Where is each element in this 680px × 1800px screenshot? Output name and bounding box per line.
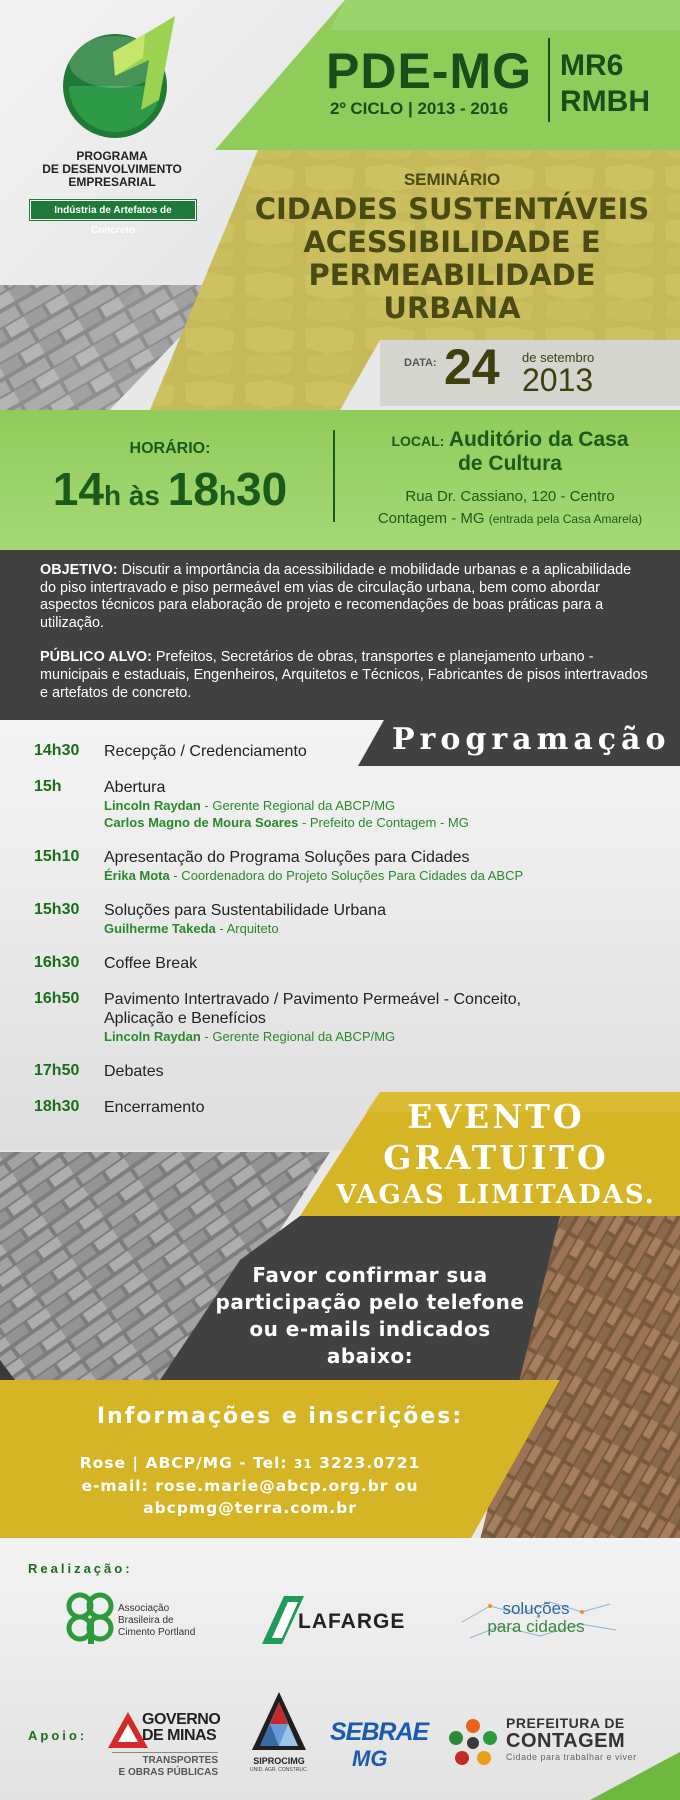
seminar-title-line3: PERMEABILIDADE	[308, 258, 596, 292]
schedule-time: 18h30	[34, 1098, 80, 1115]
email-line[interactable]: e-mail: rose.marie@abcp.org.br ou	[81, 1477, 419, 1495]
publico-label: PÚBLICO ALVO:	[40, 649, 152, 666]
evento-gratuito	[320, 1096, 672, 1178]
speaker-role: - Coordenadora do Projeto Soluções Para Cidades da ABCP	[169, 868, 524, 883]
contact-info	[60, 1452, 440, 1497]
inscricoes-title: Informações e inscrições:	[96, 1404, 464, 1429]
horario-time	[30, 462, 310, 516]
schedule-row	[34, 778, 594, 831]
local-name-line1: Auditório da Casa	[448, 428, 629, 451]
pde-divider	[548, 38, 550, 122]
publico-paragraph	[40, 649, 650, 702]
seminar-label: SEMINÁRIO	[403, 170, 501, 189]
schedule-title: Abertura	[104, 779, 166, 796]
solucoes-line2: para cidades	[487, 1617, 585, 1636]
schedule-time: 15h10	[34, 848, 80, 865]
ciclo-label: 2º CICLO | 2013 - 2016	[330, 99, 509, 118]
time-start: 14	[52, 463, 104, 515]
pde-title: PDE-MG	[326, 43, 532, 99]
abcp-line3: Cimento Portland	[118, 1627, 196, 1638]
schedule-title: Encerramento	[104, 1099, 205, 1116]
publico-text: Prefeitos, Secretários de obras, transportes e planejamento urbano - municipais e estaduais, Engenheiros, Arquitetos e Técnicos, Fabricantes de pisos intertravados e artefatos de concreto.	[40, 649, 648, 701]
schedule-body	[104, 954, 594, 973]
speaker-role: - Gerente Regional da ABCP/MG	[200, 1029, 396, 1044]
confirm-line4: abaixo:	[326, 1344, 414, 1368]
date-month: de setembro	[522, 350, 595, 365]
gov-line4: E OBRAS PÚBLICAS	[118, 1767, 218, 1778]
horario-label: HORÁRIO:	[129, 440, 211, 457]
solucoes-name	[476, 1600, 596, 1636]
schedule-speaker	[104, 797, 594, 814]
footer-corner-accent	[570, 1752, 680, 1800]
region-label	[560, 48, 650, 120]
abcp-name	[118, 1603, 195, 1639]
seminar-title-line2: ACESSIBILIDADE E	[303, 225, 601, 259]
objetivo-section	[0, 550, 680, 720]
speaker-name: Érika Mota	[104, 868, 170, 883]
rmbh-label: RMBH	[560, 85, 650, 118]
schedule-time: 15h	[34, 778, 62, 795]
schedule-speaker	[104, 867, 594, 884]
address-note: (entrada pela Casa Amarela)	[488, 512, 643, 526]
schedule-body	[104, 901, 594, 937]
siprocimg-logo-icon	[248, 1690, 310, 1762]
abcp-line1: Associação	[118, 1603, 170, 1614]
schedule-row	[34, 990, 594, 1045]
gov-line3: TRANSPORTES	[142, 1755, 218, 1766]
confirm-text	[200, 1262, 540, 1370]
confirm-line2: participação pelo telefone	[215, 1290, 525, 1314]
seminar-title-line4: URBANA	[383, 291, 521, 325]
schedule-speaker	[104, 814, 594, 831]
evento-line2: GRATUITO	[383, 1138, 609, 1177]
realizacao-label: Realização:	[28, 1561, 133, 1576]
programacao-title: Programação	[392, 722, 671, 757]
date-year: 2013	[522, 362, 594, 398]
prefeitura-line3: Cidade para trabalhar e viver	[506, 1752, 637, 1762]
schedule-title: Coffee Break	[104, 955, 198, 972]
time-end-min: 30	[236, 463, 288, 515]
sebrae-name: SEBRAE	[330, 1718, 429, 1746]
gov-line1: GOVERNO	[142, 1711, 221, 1728]
speaker-name: Guilherme Takeda	[104, 921, 216, 936]
speaker-name: Lincoln Raydan	[104, 1029, 201, 1044]
speaker-role: - Gerente Regional da ABCP/MG	[200, 798, 396, 813]
evento-line1: EVENTO	[407, 1097, 585, 1136]
schedule-time: 17h50	[34, 1062, 80, 1079]
speaker-name: Carlos Magno de Moura Soares	[104, 815, 299, 830]
schedule-time: 16h30	[34, 954, 80, 971]
prefeitura-line1: PREFEITURA DE	[506, 1715, 625, 1731]
schedule-title: Apresentação do Programa Soluções para Cidades	[104, 849, 470, 866]
objetivo-paragraph	[40, 562, 650, 632]
schedule-speaker	[104, 1028, 594, 1045]
schedule-body	[104, 848, 594, 884]
schedule-title: Recepção / Credenciamento	[104, 743, 307, 760]
schedule-speaker	[104, 920, 594, 937]
local-label: LOCAL:	[391, 433, 445, 449]
objetivo-label: OBJETIVO:	[40, 562, 118, 578]
prefeitura-line2: CONTAGEM	[506, 1730, 626, 1752]
program-name-line1: PROGRAMA	[76, 149, 148, 163]
local-block	[350, 428, 670, 476]
speaker-role: - Prefeito de Contagem - MG	[298, 815, 469, 830]
program-name-line3: EMPRESARIAL	[68, 175, 156, 189]
apoio-label: Apoio:	[28, 1728, 88, 1743]
pde-logo-icon	[55, 14, 185, 144]
sebrae-mg: MG	[352, 1746, 388, 1771]
prefeitura-logo-icon	[446, 1716, 500, 1770]
schedule-row	[34, 1062, 594, 1081]
schedule-body	[104, 1062, 594, 1081]
lafarge-name: LAFARGE	[298, 1610, 406, 1633]
confirm-line1: Favor confirmar sua	[252, 1263, 488, 1287]
schedule-title: Debates	[104, 1063, 164, 1080]
schedule-body	[104, 778, 594, 831]
schedule-time: 14h30	[34, 742, 80, 759]
schedule-row	[34, 848, 594, 884]
abcp-logo-icon	[62, 1590, 118, 1646]
gov-line2: DE MINAS	[142, 1727, 217, 1744]
speaker-role: - Arquiteto	[215, 921, 279, 936]
date-label: DATA:	[404, 357, 437, 369]
mr6-label: MR6	[560, 49, 624, 82]
solucoes-line1: soluções	[502, 1599, 570, 1618]
seminar-title	[232, 193, 672, 325]
contact-name: Rose | ABCP/MG - Tel:	[79, 1454, 294, 1472]
schedule-time: 16h50	[34, 990, 80, 1007]
time-h1: h	[103, 480, 122, 511]
info-divider	[333, 430, 335, 522]
time-sep: às	[121, 480, 168, 511]
abcp-line2: Brasileira de	[118, 1615, 174, 1626]
address-line1: Rua Dr. Cassiano, 120 - Centro	[405, 488, 615, 505]
program-name-line2: DE DESENVOLVIMENTO	[42, 162, 182, 176]
confirm-line3: ou e-mails indicados	[249, 1317, 491, 1341]
address-line2: Contagem - MG	[377, 510, 485, 527]
program-name	[26, 150, 198, 189]
program-tag: Indústria de Artefatos de Concreto	[30, 200, 196, 220]
schedule-row	[34, 742, 594, 761]
vagas-limitadas: VAGAS LIMITADAS.	[336, 1180, 656, 1210]
schedule-body	[104, 990, 594, 1045]
schedule-row	[34, 954, 594, 973]
local-name-line2: de Cultura	[458, 452, 562, 475]
time-h2: h	[218, 480, 237, 511]
email-secondary[interactable]: abcpmg@terra.com.br	[143, 1499, 357, 1517]
date-day: 24	[444, 339, 500, 395]
siprocimg-sub: UNID. AGR. CONSTRUC.	[249, 1767, 309, 1773]
schedule-title: Soluções para Sustentabilidade Urbana	[104, 902, 386, 919]
schedule-body	[104, 742, 594, 761]
schedule-row	[34, 901, 594, 937]
phone-number[interactable]: 3223.0721	[312, 1454, 421, 1472]
objetivo-text: Discutir a importância da acessibilidade e mobilidade urbanas e a aplicabilidade do piso intertravado e piso permeável em vias de circulação urbana, bem como abordar aspectos técnicos para elaboração de projeto e recomendações de boas práticas para a utilização.	[40, 562, 632, 631]
phone-ddd[interactable]: 31	[294, 1457, 313, 1471]
speaker-name: Lincoln Raydan	[104, 798, 201, 813]
time-end-hour: 18	[167, 463, 219, 515]
schedule-time: 15h30	[34, 901, 80, 918]
governo-sub	[112, 1752, 218, 1779]
seminar-title-line1: CIDADES SUSTENTÁVEIS	[254, 192, 650, 226]
schedule-title: Pavimento Intertravado / Pavimento Permeável - Conceito, Aplicação e Benefícios	[104, 991, 522, 1027]
siprocimg-name: SIPROCIMG	[253, 1756, 305, 1766]
governo-name	[142, 1712, 220, 1744]
schedule-list	[34, 742, 594, 1134]
local-address	[350, 486, 670, 530]
